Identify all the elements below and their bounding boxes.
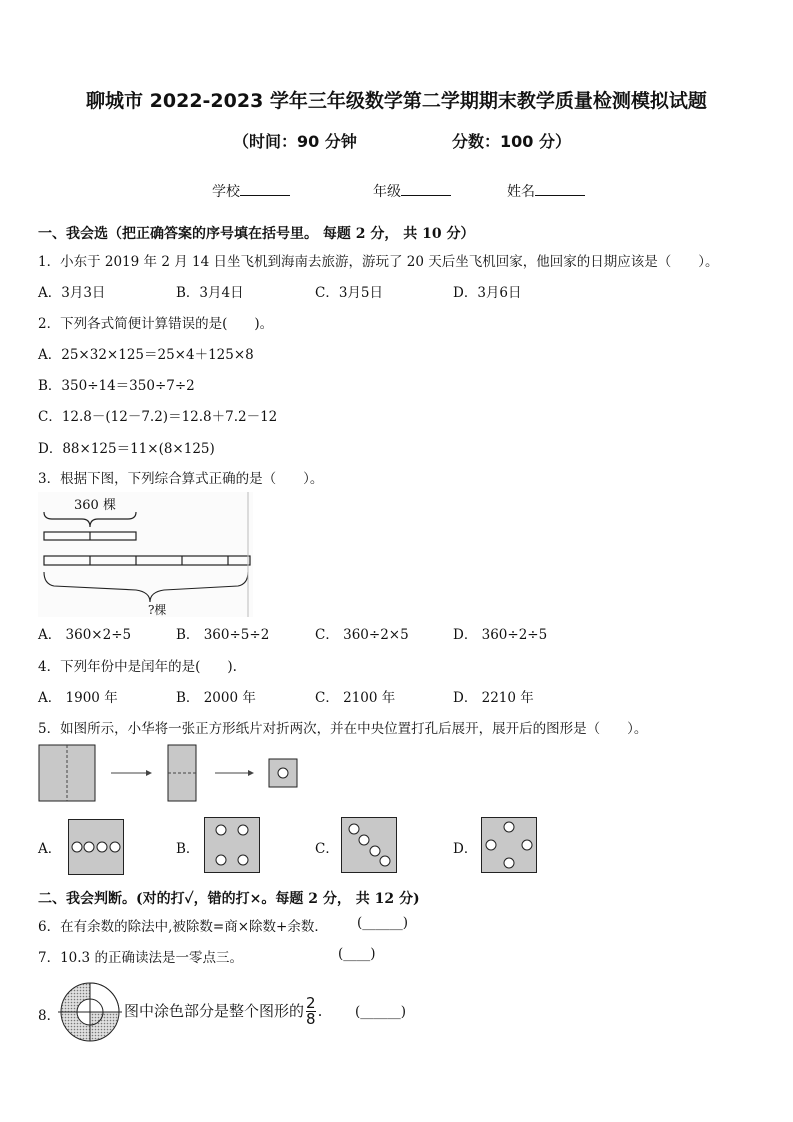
q5-option-c-figure[interactable] bbox=[341, 817, 397, 873]
q1-option-c[interactable]: C．3月5日 bbox=[315, 285, 384, 301]
q2-stem: 2．下列各式简便计算错误的是( )。 bbox=[38, 316, 274, 332]
q3-segment-diagram bbox=[38, 492, 253, 617]
q1-option-d[interactable]: D．3月6日 bbox=[453, 285, 522, 301]
q3-option-b[interactable]: B． 360÷5÷2 bbox=[176, 627, 270, 643]
q8-answer-paren[interactable]: (______) bbox=[355, 1004, 407, 1020]
q6-answer-paren[interactable]: (______) bbox=[357, 915, 409, 931]
q8-number: 8． bbox=[38, 1008, 61, 1024]
q5-stem: 5．如图所示，小华将一张正方形纸片对折两次，并在中央位置打孔后展开，展开后的图形是（ ）。 bbox=[38, 721, 648, 737]
q2-option-c[interactable]: C．12.8－(12－7.2)＝12.8＋7.2－12 bbox=[38, 409, 278, 425]
q3-bottom-label: ?棵 bbox=[148, 603, 167, 617]
page-title: 聊城市 2022-2023 学年三年级数学第二学期期末教学质量检测模拟试题 bbox=[86, 90, 707, 112]
q2-option-a[interactable]: A．25×32×125＝25×4＋125×8 bbox=[38, 347, 254, 363]
q8-stem bbox=[124, 996, 322, 1027]
exam-score: 分数：100 分） bbox=[452, 132, 571, 151]
grade-label: 年级 bbox=[373, 184, 401, 200]
q4-option-b[interactable]: B． 2000 年 bbox=[176, 690, 256, 706]
q1-stem: 1．小东于 2019 年 2 月 14 日坐飞机到海南去旅游，游玩了 20 天后坐飞机回家，他回家的日期应该是（ ）。 bbox=[38, 254, 719, 270]
q1-option-a[interactable]: A．3月3日 bbox=[38, 285, 106, 301]
q8-fraction-denominator: 8 bbox=[306, 1010, 316, 1028]
q7-answer-paren[interactable]: (____) bbox=[338, 946, 376, 962]
q8-fraction-numerator: 2 bbox=[306, 994, 316, 1012]
q8-text: 图中涂色部分是整个图形的 bbox=[124, 1002, 305, 1020]
q2-option-b[interactable]: B．350÷14＝350÷7÷2 bbox=[38, 378, 195, 394]
name-field bbox=[507, 181, 585, 201]
q5-option-b-label[interactable]: B． bbox=[176, 841, 200, 857]
q3-option-a[interactable]: A． 360×2÷5 bbox=[38, 627, 132, 643]
school-field bbox=[212, 181, 290, 201]
grade-field bbox=[373, 181, 451, 201]
q4-option-a[interactable]: A． 1900 年 bbox=[38, 690, 118, 706]
q5-option-a-figure[interactable] bbox=[68, 819, 124, 875]
q8-circle-figure bbox=[58, 980, 122, 1044]
q8-fraction bbox=[306, 996, 316, 1027]
school-label: 学校 bbox=[212, 184, 240, 200]
q3-stem: 3．根据下图，下列综合算式正确的是（ ）。 bbox=[38, 471, 324, 487]
name-label: 姓名 bbox=[507, 184, 535, 200]
section1-heading: 一、我会选（把正确答案的序号填在括号里。 每题 2 分， 共 10 分） bbox=[38, 226, 475, 242]
q5-option-d-figure[interactable] bbox=[481, 817, 537, 873]
q2-option-d[interactable]: D．88×125＝11×(8×125) bbox=[38, 441, 215, 457]
q5-option-b-figure[interactable] bbox=[204, 817, 260, 873]
q3-option-d[interactable]: D． 360÷2÷5 bbox=[453, 627, 548, 643]
q8-period: . bbox=[317, 1002, 323, 1020]
q7-stem: 7．10.3 的正确读法是一零点三。 bbox=[38, 950, 243, 966]
q5-folding-diagram bbox=[38, 744, 308, 804]
q4-option-d[interactable]: D． 2210 年 bbox=[453, 690, 534, 706]
q5-option-a-label[interactable]: A． bbox=[38, 841, 62, 857]
name-blank[interactable] bbox=[535, 182, 585, 196]
q3-top-label: 360 棵 bbox=[74, 498, 116, 513]
q5-option-d-label[interactable]: D． bbox=[453, 841, 478, 857]
section2-heading: 二、我会判断。(对的打✓，错的打×。每题 2 分， 共 12 分) bbox=[38, 891, 420, 907]
grade-blank[interactable] bbox=[401, 182, 451, 196]
q4-option-c[interactable]: C． 2100 年 bbox=[315, 690, 396, 706]
q3-option-c[interactable]: C． 360÷2×5 bbox=[315, 627, 409, 643]
q4-stem: 4．下列年份中是闰年的是( ). bbox=[38, 659, 237, 675]
q1-option-b[interactable]: B．3月4日 bbox=[176, 285, 244, 301]
exam-time: （时间：90 分钟 bbox=[233, 132, 357, 151]
school-blank[interactable] bbox=[240, 182, 290, 196]
q5-option-c-label[interactable]: C． bbox=[315, 841, 339, 857]
q6-stem: 6．在有余数的除法中,被除数=商×除数+余数． bbox=[38, 919, 328, 935]
